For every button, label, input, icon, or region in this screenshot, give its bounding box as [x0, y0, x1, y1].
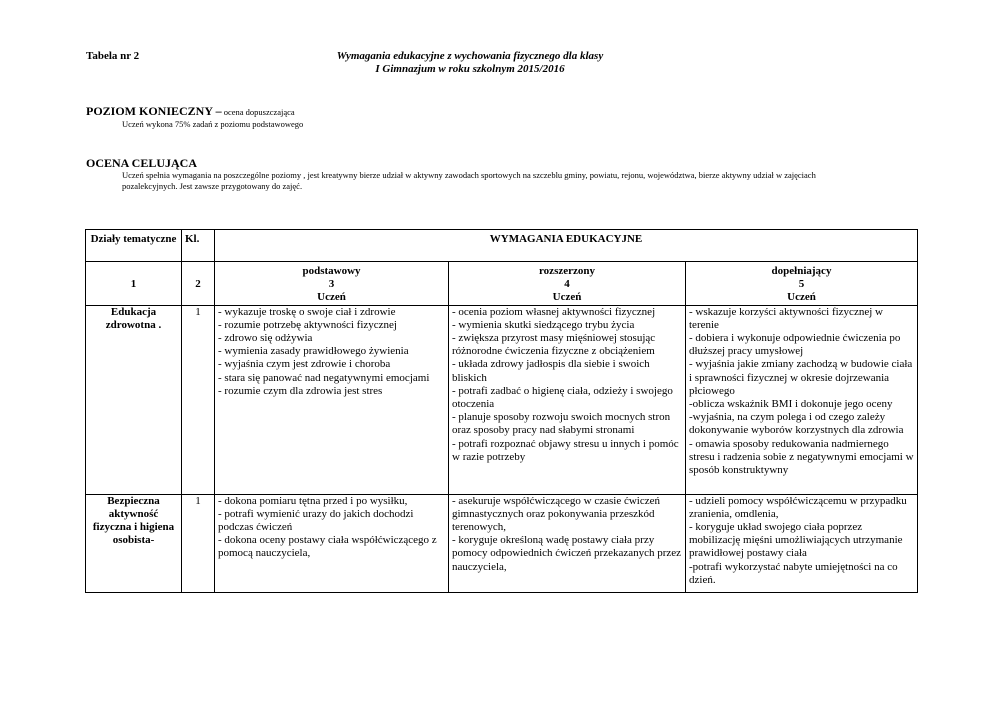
level-label: podstawowy [302, 265, 361, 277]
level-number: 3 [328, 278, 335, 291]
table-label: Tabela nr 2 [86, 50, 140, 62]
level-podstawowy [215, 262, 449, 306]
poziom-konieczny [86, 104, 295, 119]
level-dopelniajacy [686, 262, 918, 306]
dopelniajacy-cell: - udzieli pomocy współćwiczącemu w przypadku zranienia, omdlenia, - koryguje układ swojego ciała poprzez mobilizację mięśni umożliwiających utrzymanie prawidłowej postawy ciała -potrafi wykorzystać nabyte umiejętności na co dzień. [686, 494, 918, 592]
ocena-celujaca-text-1: Uczeń spełnia wymagania na poszczególne poziomy , jest kreatywny bierze udział w aktywny zawodach sportowych na szczeblu gminy, powiatu, rejonu, województwa, bierze aktywny udział w zajęciach [122, 170, 816, 180]
uczen-label: Uczeń [552, 291, 582, 304]
table-row [86, 305, 918, 494]
dzial-bezpieczna: Bezpieczna aktywność fizyczna i higiena osobista- [86, 494, 182, 592]
header-wymagania: WYMAGANIA EDUKACYJNE [215, 230, 918, 262]
poziom-note: Uczeń wykona 75% zadań z poziomu podstawowego [122, 119, 304, 129]
requirements-table [85, 229, 918, 593]
table-row [86, 494, 918, 592]
header-dzialy: Działy tematyczne [86, 230, 182, 262]
title-line-1: Wymagania edukacyjne z wychowania fizycznego dla klasy [336, 50, 604, 62]
document-title [260, 50, 680, 76]
number-2: 2 [182, 262, 215, 306]
level-label: rozszerzony [539, 265, 595, 277]
kl-cell: 1 [182, 494, 215, 592]
rozszerzony-cell: - ocenia poziom własnej aktywności fizycznej - wymienia skutki siedzącego trybu życia - zwiększa przyrost masy mięśniowej stosując różnorodne ćwiczenia fizyczne z obciążeniem - układa zdrowy jadłospis dla siebie i swoich bliskich - potrafi zadbać o higienę ciała, odzieży i swojego otoczenia - planuje sposoby rozwoju swoich mocnych stron oraz sposoby pracy nad słabymi stronami - potrafi rozpoznać objawy stresu u innych i pomóc w razie potrzeby [449, 305, 686, 494]
uczen-label: Uczeń [317, 291, 346, 304]
rozszerzony-cell: - asekuruje współćwiczącego w czasie ćwiczeń gimnastycznych oraz pokonywania przeszkód terenowych, - koryguje określoną wadę postawy ciała przy pomocy odpowiednich ćwiczeń przekazanych przez nauczyciela, [449, 494, 686, 592]
podstawowy-cell: - wykazuje troskę o swoje ciał i zdrowie - rozumie potrzebę aktywności fizycznej - zdrowo się odżywia - wymienia zasady prawidłowego żywienia - wyjaśnia czym jest zdrowie i choroba - stara się panować nad negatywnymi emocjami - rozumie czym dla zdrowia jest stres [215, 305, 449, 494]
number-1: 1 [86, 262, 182, 306]
ocena-celujaca-text-2: pozalekcyjnych. Jest zawsze przygotowany do zajęć. [122, 181, 303, 191]
dzial-edukacja: Edukacja zdrowotna . [86, 305, 182, 494]
level-number: 5 [798, 278, 805, 291]
ocena-celujaca-label: OCENA CELUJĄCA [86, 156, 198, 170]
dopelniajacy-cell: - wskazuje korzyści aktywności fizycznej w terenie - dobiera i wykonuje odpowiednie ćwiczenia po dłuższej pracy umysłowej - wyjaśnia jakie zmiany zachodzą w budowie ciała i sprawności fizycznej w okresie dojrzewania płciowego -oblicza wskaźnik BMI i dokonuje jego oceny -wyjaśnia, na czym polega i od czego zależy dokonywanie wyborów korzystnych dla zdrowia - omawia sposoby redukowania nadmiernego stresu i radzenia sobie z negatywnymi emocjami w sposób konstruktywny [686, 305, 918, 494]
uczen-label: Uczeń [787, 291, 816, 304]
poziom-grade: ocena dopuszczająca [221, 107, 295, 117]
level-label: dopełniający [771, 265, 832, 277]
poziom-label: POZIOM KONIECZNY – [86, 104, 222, 118]
level-number: 4 [564, 278, 570, 291]
kl-cell: 1 [182, 305, 215, 494]
level-rozszerzony [449, 262, 686, 306]
title-line-2: I Gimnazjum w roku szkolnym 2015/2016 [375, 63, 565, 75]
podstawowy-cell: - dokona pomiaru tętna przed i po wysiłku, - potrafi wymienić urazy do jakich dochodzi podczas ćwiczeń - dokona oceny postawy ciała współćwiczącego z pomocą nauczyciela, [215, 494, 449, 592]
header-kl: Kl. [182, 230, 215, 262]
table-header-row [86, 230, 918, 262]
table-levels-row [86, 262, 918, 306]
